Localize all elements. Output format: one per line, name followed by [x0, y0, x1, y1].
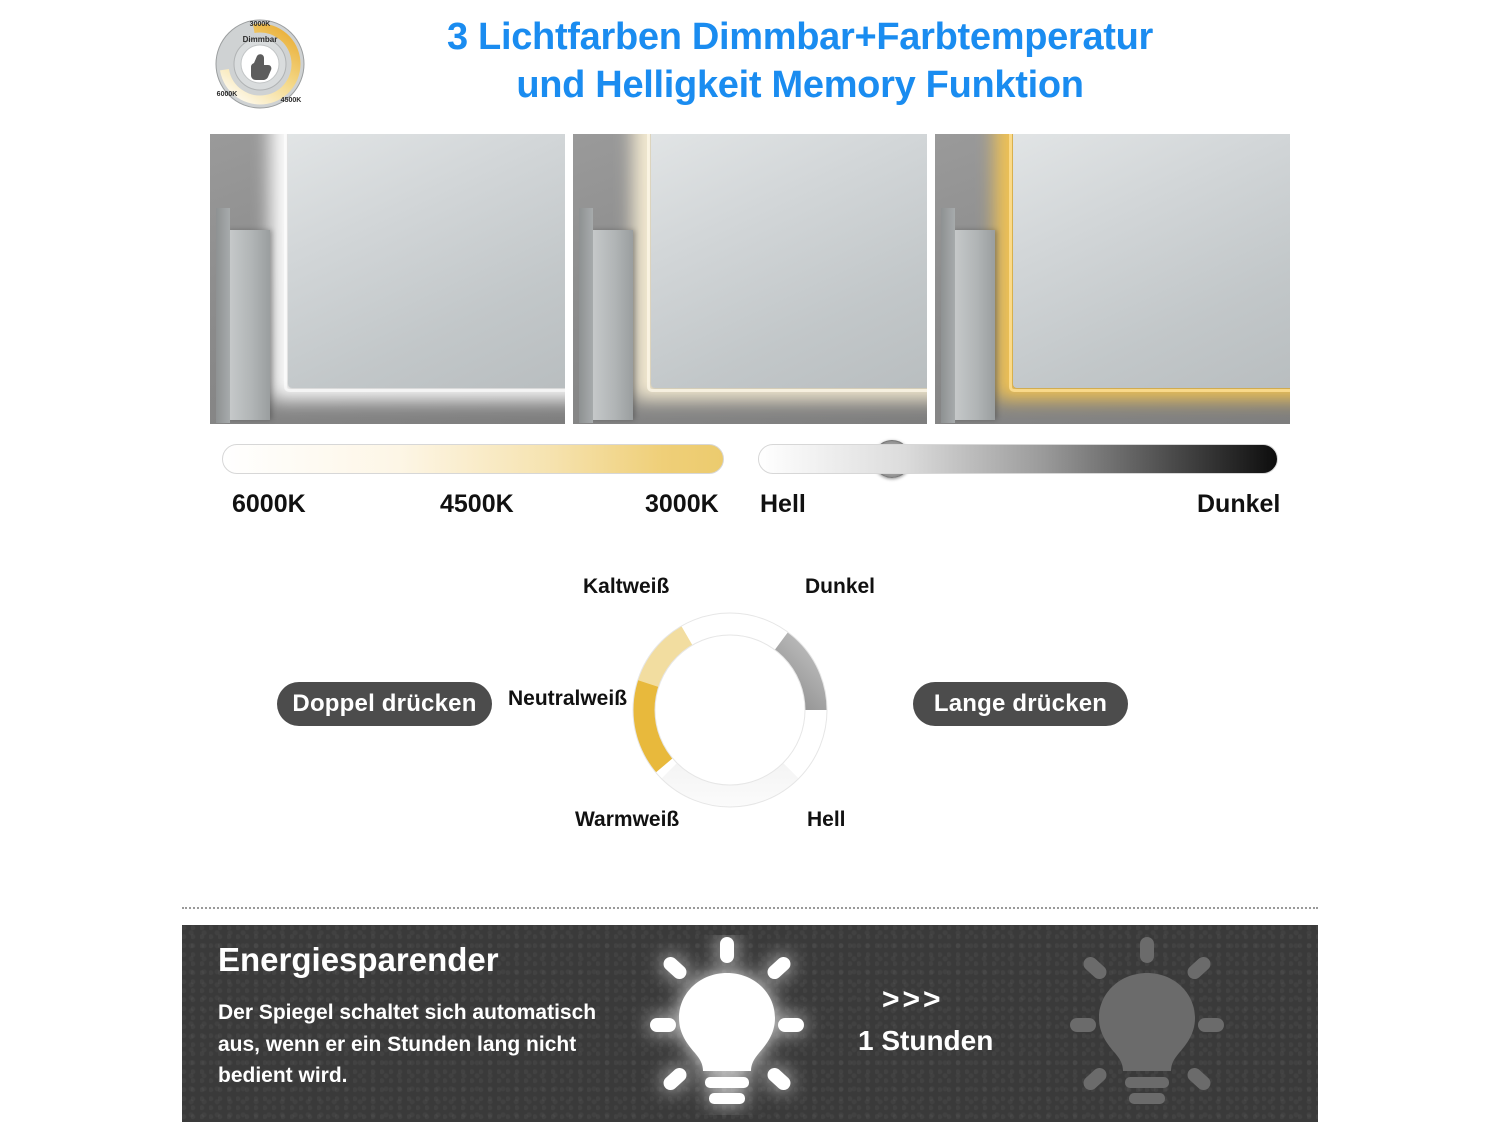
label-4500k: 4500K [440, 490, 514, 518]
side-cabinet [951, 230, 995, 420]
page-title [330, 14, 1270, 109]
ring-label-hell: Hell [807, 808, 846, 831]
mirror-neutral-white [573, 134, 928, 424]
color-temperature-slider[interactable] [222, 444, 724, 474]
double-press-button[interactable]: Doppel drücken [277, 682, 492, 726]
page-title-line-2: und Helligkeit Memory Funktion [516, 63, 1084, 106]
svg-text:3000K: 3000K [249, 21, 271, 28]
label-hell: Hell [760, 490, 806, 518]
mirror-photo-row [210, 134, 1290, 424]
side-cabinet [226, 230, 270, 420]
ring-label-kaltweiss: Kaltweiß [583, 575, 670, 598]
label-6000k: 6000K [232, 490, 306, 518]
section-divider [182, 907, 1318, 909]
svg-text:Dimmbar: Dimmbar [242, 35, 278, 44]
slider-labels [210, 490, 1300, 530]
transition-arrows: >>> [882, 983, 944, 1016]
page-title-line-1: 3 Lichtfarben Dimmbar+Farbtemperatur [446, 16, 1154, 58]
brightness-slider[interactable] [758, 444, 1278, 474]
auto-off-timer-label: 1 Stunden [858, 1025, 994, 1056]
label-dunkel: Dunkel [1197, 490, 1281, 518]
ring-label-warmweiss: Warmweiß [575, 808, 680, 831]
mirror-frame-edge [284, 134, 565, 392]
side-cabinet [589, 230, 633, 420]
ring-label-neutralweiss: Neutralweiß [508, 687, 628, 710]
dimmer-knob-icon [205, 12, 315, 112]
label-3000k: 3000K [645, 490, 719, 518]
lightbulb-on-icon [622, 935, 832, 1120]
mirror-cool-white [210, 134, 565, 424]
mirror-frame-edge [647, 134, 928, 392]
light-mode-ring [610, 590, 850, 830]
energy-description: Der Spiegel schaltet sich automatisch aus, wenn er ein Stunden lang nicht bedient wird. [218, 1001, 597, 1087]
svg-text:4500K: 4500K [280, 97, 302, 104]
svg-text:6000K: 6000K [216, 91, 238, 98]
long-press-button[interactable]: Lange drücken [913, 682, 1128, 726]
mirror-frame-edge [1009, 134, 1290, 392]
mirror-warm-white [935, 134, 1290, 424]
ring-label-dunkel: Dunkel [805, 575, 876, 598]
energy-saving-panel [182, 925, 1318, 1122]
energy-title: Energiesparender [218, 941, 499, 978]
lightbulb-off-icon [1042, 935, 1252, 1120]
